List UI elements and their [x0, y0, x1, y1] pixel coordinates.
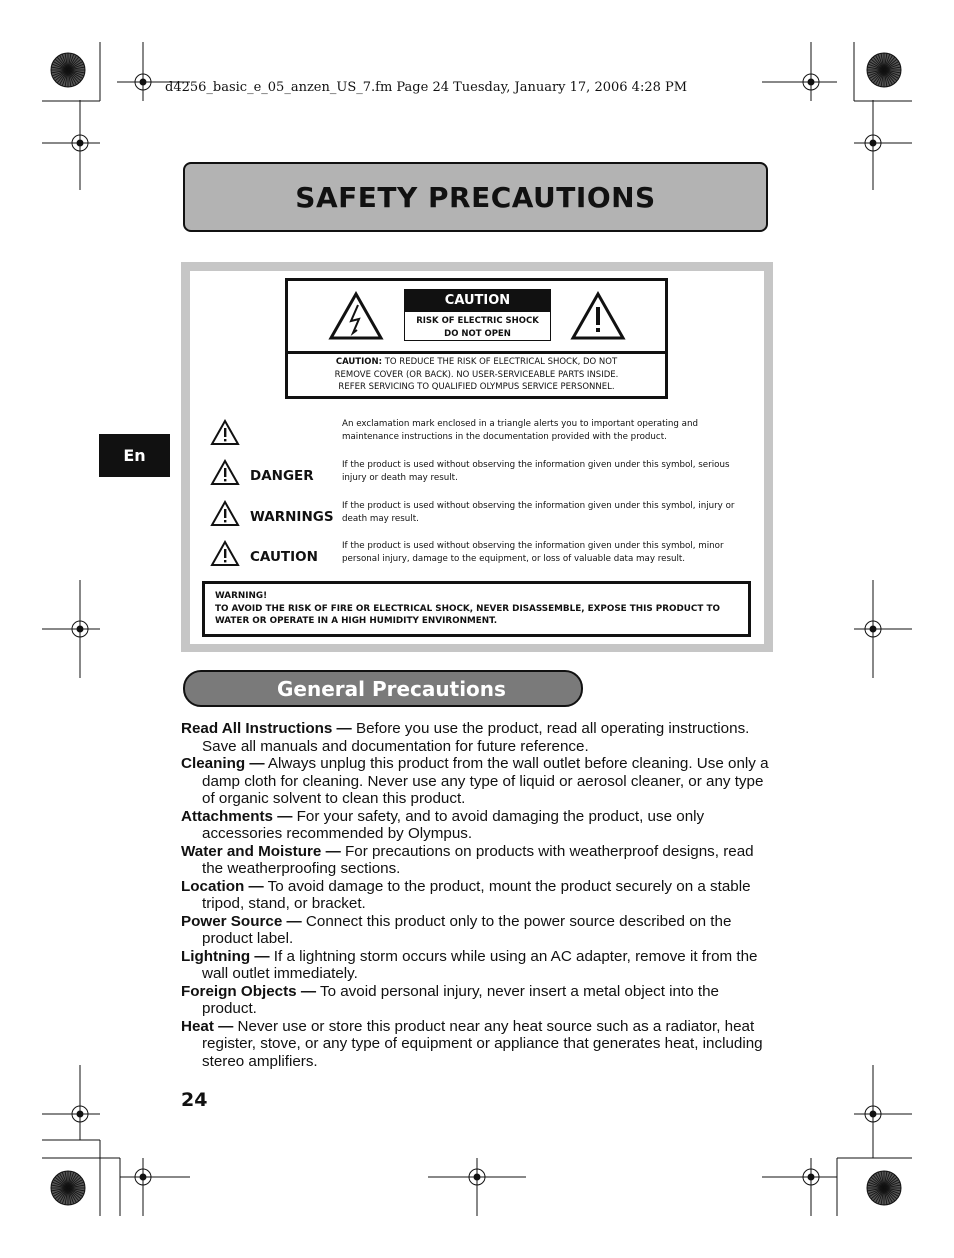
caution-notice-text — [288, 354, 665, 394]
precaution-item — [181, 948, 776, 983]
precautions-list — [181, 720, 776, 1070]
file-header-line: d4256_basic_e_05_anzen_US_7.fm Page 24 Tuesday, January 17, 2006 4:28 PM — [165, 80, 688, 95]
exclamation-triangle-icon — [210, 540, 240, 567]
caution-notice-line2: REMOVE COVER (OR BACK). NO USER-SERVICEABLE PARTS INSIDE. — [334, 369, 619, 380]
page-title-banner — [183, 162, 768, 232]
page-number: 24 — [181, 1089, 208, 1111]
caution-sub-line2: DO NOT OPEN — [444, 329, 511, 339]
symbol-description: If the product is used without observing the information given under this symbol, minor personal injury, damage to the equipment, or loss of valuable data may result. — [342, 541, 724, 564]
caution-sub-line1: RISK OF ELECTRIC SHOCK — [416, 316, 539, 326]
warning-notice-box — [202, 581, 751, 637]
precaution-term: Lightning — — [181, 947, 270, 965]
precaution-text: For precautions on products with weatherproof designs, read the weatherproofing sections. — [202, 842, 754, 877]
precaution-text: For your safety, and to avoid damaging the product, use only accessories recommended by Olympus. — [202, 807, 705, 842]
precaution-term: Water and Moisture — — [181, 842, 341, 860]
general-precautions-heading — [183, 670, 583, 707]
caution-label-box — [285, 278, 668, 399]
precaution-term: Heat — — [181, 1017, 234, 1035]
precaution-item — [181, 1018, 776, 1071]
precaution-text: Always unplug this product from the wall outlet before cleaning. Use only a damp cloth for cleaning. Never use any type of liquid or aerosol cleaner, or any type of organic solvent to clean this product. — [202, 755, 769, 807]
symbol-description: If the product is used without observing the information given under this symbol, injury or death may result. — [342, 501, 735, 524]
precaution-item — [181, 720, 776, 755]
language-tab: En — [99, 434, 170, 477]
exclamation-triangle-icon — [210, 419, 240, 446]
precaution-text: To avoid damage to the product, mount the product securely on a stable tripod, stand, or bracket. — [202, 877, 751, 912]
symbol-row-danger — [210, 459, 750, 493]
precaution-term: Location — — [181, 877, 264, 895]
symbol-row-exclamation — [210, 419, 750, 453]
safety-symbols-panel — [181, 262, 773, 652]
symbol-row-warnings — [210, 500, 750, 534]
caution-plate-title: CAUTION — [405, 290, 550, 312]
caution-top-row — [288, 281, 665, 354]
safety-symbols-inner — [190, 271, 764, 644]
precaution-item — [181, 878, 776, 913]
symbol-label: WARNINGS — [250, 509, 334, 525]
precaution-text: Connect this product only to the power source described on the product label. — [202, 912, 732, 947]
symbol-label: DANGER — [250, 468, 314, 484]
precaution-item — [181, 983, 776, 1018]
caution-notice-line3: REFER SERVICING TO QUALIFIED OLYMPUS SERVICE PERSONNEL. — [338, 382, 615, 392]
symbol-row-caution — [210, 540, 750, 574]
symbol-label: CAUTION — [250, 549, 318, 565]
page-title: SAFETY PRECAUTIONS — [295, 180, 656, 214]
lightning-triangle-icon — [328, 291, 384, 341]
precaution-item — [181, 843, 776, 878]
caution-notice-lead: CAUTION: — [335, 357, 383, 367]
exclamation-triangle-icon — [570, 291, 626, 341]
precaution-text: Before you use the product, read all operating instructions. Save all manuals and documentation for future reference. — [202, 720, 750, 755]
warning-text: TO AVOID THE RISK OF FIRE OR ELECTRICAL SHOCK, NEVER DISASSEMBLE, EXPOSE THIS PRODUCT TO WATER OR OPERATE IN A HIGH HUMIDITY ENVIRONMENT. — [215, 603, 720, 626]
precaution-item — [181, 808, 776, 843]
precaution-item — [181, 755, 776, 808]
precaution-term: Power Source — — [181, 912, 302, 930]
symbol-description: An exclamation mark enclosed in a triangle alerts you to important operating and maintenance instructions in the documentation provided with the product. — [342, 419, 699, 442]
precaution-term: Cleaning — — [181, 755, 265, 772]
precaution-text: To avoid personal injury, never insert a metal object into the product. — [202, 982, 720, 1017]
general-precautions-title: General Precautions — [277, 676, 506, 701]
precaution-item — [181, 913, 776, 948]
precaution-term: Attachments — — [181, 807, 293, 825]
exclamation-triangle-icon — [210, 459, 240, 486]
exclamation-triangle-icon — [210, 500, 240, 527]
precaution-term: Read All Instructions — — [181, 720, 352, 737]
precaution-term: Foreign Objects — — [181, 982, 317, 1000]
caution-label-plate — [404, 289, 551, 341]
precaution-text: If a lightning storm occurs while using an AC adapter, remove it from the wall outlet immediately. — [202, 947, 758, 982]
precaution-text: Never use or store this product near any heat source such as a radiator, heat register, stove, or any type of equipment or appliance that generates heat, including stereo amplifiers. — [202, 1017, 763, 1070]
caution-plate-subtext — [405, 312, 550, 341]
caution-notice-line1: TO REDUCE THE RISK OF ELECTRICAL SHOCK, DO NOT — [382, 357, 618, 367]
warning-title: WARNING! — [215, 591, 268, 601]
symbol-description: If the product is used without observing the information given under this symbol, serious injury or death may result. — [342, 460, 730, 483]
